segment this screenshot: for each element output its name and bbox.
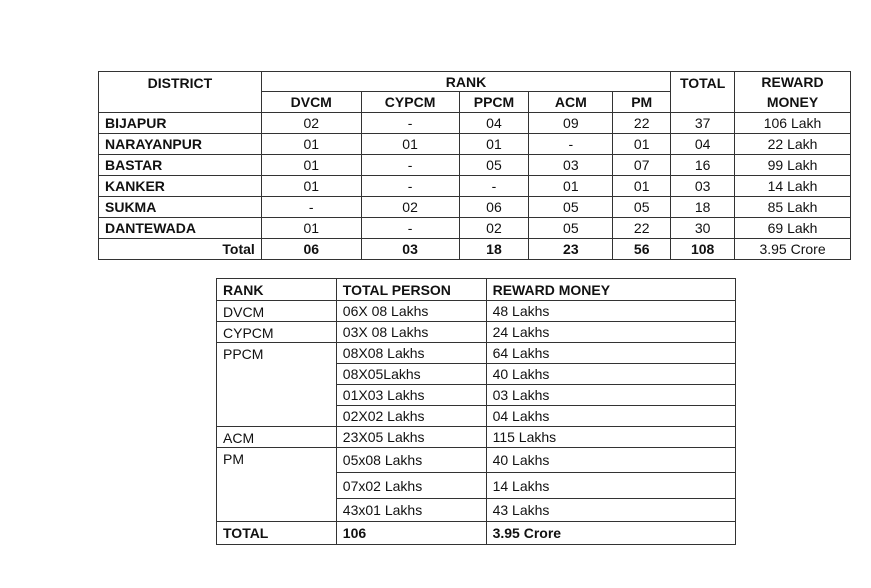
total-person-cell: 08X05Lakhs — [336, 364, 486, 385]
district-name: NARAYANPUR — [99, 134, 262, 155]
rank-header-cypcm: CYPCM — [361, 92, 459, 113]
count-pm: 22 — [613, 113, 671, 134]
count-acm: 05 — [529, 218, 613, 239]
rank-name: PM — [217, 448, 337, 522]
total-header: TOTAL — [671, 72, 735, 113]
count-ppcm: 06 — [459, 197, 529, 218]
count-cypcm: - — [361, 176, 459, 197]
district-reward: 14 Lakh — [735, 176, 851, 197]
rank-header-dvcm: DVCM — [261, 92, 361, 113]
count-cypcm: - — [361, 113, 459, 134]
rank-row — [217, 343, 736, 364]
district-row — [99, 155, 851, 176]
reward-money-cell: 03 Lakhs — [486, 385, 735, 406]
count-pm: 07 — [613, 155, 671, 176]
total-person-cell: 06X 08 Lakhs — [336, 301, 486, 322]
district-reward: 85 Lakh — [735, 197, 851, 218]
total-person-cell: 08X08 Lakhs — [336, 343, 486, 364]
rank-header-pm: PM — [613, 92, 671, 113]
district-total: 37 — [671, 113, 735, 134]
district-total: 30 — [671, 218, 735, 239]
rank-name: CYPCM — [217, 322, 337, 343]
rank-group-header: RANK — [261, 72, 670, 92]
count-dvcm: 01 — [261, 176, 361, 197]
rank-col-header: RANK — [217, 279, 337, 301]
count-acm: - — [529, 134, 613, 155]
count-pm: 01 — [613, 134, 671, 155]
district-row — [99, 218, 851, 239]
total-ppcm: 18 — [459, 239, 529, 260]
count-pm: 05 — [613, 197, 671, 218]
reward-money-header: REWARD MONEY — [735, 72, 851, 113]
reward-money-cell: 14 Lakhs — [486, 473, 735, 499]
district-reward: 99 Lakh — [735, 155, 851, 176]
count-dvcm: 01 — [261, 134, 361, 155]
rank-header-ppcm: PPCM — [459, 92, 529, 113]
count-pm: 01 — [613, 176, 671, 197]
rank-name: PPCM — [217, 343, 337, 427]
total-dvcm: 06 — [261, 239, 361, 260]
rank-row — [217, 322, 736, 343]
district-total: 16 — [671, 155, 735, 176]
count-cypcm: - — [361, 218, 459, 239]
district-name: BASTAR — [99, 155, 262, 176]
district-reward: 106 Lakh — [735, 113, 851, 134]
total-cypcm: 03 — [361, 239, 459, 260]
count-ppcm: 04 — [459, 113, 529, 134]
district-name: DANTEWADA — [99, 218, 262, 239]
total-acm: 23 — [529, 239, 613, 260]
district-total: 04 — [671, 134, 735, 155]
district-row — [99, 134, 851, 155]
count-acm: 01 — [529, 176, 613, 197]
count-dvcm: 02 — [261, 113, 361, 134]
rank-reward-table — [216, 278, 736, 545]
count-ppcm: 01 — [459, 134, 529, 155]
district-name: BIJAPUR — [99, 113, 262, 134]
total-person-cell: 05x08 Lakhs — [336, 448, 486, 473]
count-ppcm: 05 — [459, 155, 529, 176]
district-header: DISTRICT — [99, 72, 262, 113]
count-ppcm: 02 — [459, 218, 529, 239]
rank-total-label: TOTAL — [217, 522, 337, 545]
reward-money-col-header: REWARD MONEY — [486, 279, 735, 301]
reward-money-cell: 43 Lakhs — [486, 499, 735, 522]
grand-total: 108 — [671, 239, 735, 260]
total-person-header: TOTAL PERSON — [336, 279, 486, 301]
reward-money-cell: 115 Lakhs — [486, 427, 735, 448]
total-person-cell: 43x01 Lakhs — [336, 499, 486, 522]
count-dvcm: 01 — [261, 155, 361, 176]
district-row — [99, 113, 851, 134]
rank-name: DVCM — [217, 301, 337, 322]
rank-row — [217, 301, 736, 322]
count-acm: 03 — [529, 155, 613, 176]
count-dvcm: - — [261, 197, 361, 218]
rank-row — [217, 427, 736, 448]
reward-money-cell: 24 Lakhs — [486, 322, 735, 343]
total-person-cell: 23X05 Lakhs — [336, 427, 486, 448]
count-cypcm: 02 — [361, 197, 459, 218]
rank-row — [217, 448, 736, 473]
count-dvcm: 01 — [261, 218, 361, 239]
total-person-cell: 02X02 Lakhs — [336, 406, 486, 427]
total-pm: 56 — [613, 239, 671, 260]
count-cypcm: - — [361, 155, 459, 176]
total-label: Total — [99, 239, 262, 260]
count-acm: 05 — [529, 197, 613, 218]
total-person-cell: 07x02 Lakhs — [336, 473, 486, 499]
count-acm: 09 — [529, 113, 613, 134]
rank-name: ACM — [217, 427, 337, 448]
district-row — [99, 176, 851, 197]
reward-money-cell: 40 Lakhs — [486, 364, 735, 385]
district-reward: 22 Lakh — [735, 134, 851, 155]
count-cypcm: 01 — [361, 134, 459, 155]
district-name: SUKMA — [99, 197, 262, 218]
total-person-cell: 03X 08 Lakhs — [336, 322, 486, 343]
district-total-row — [99, 239, 851, 260]
reward-money-cell: 64 Lakhs — [486, 343, 735, 364]
district-rows — [99, 113, 851, 239]
district-total: 03 — [671, 176, 735, 197]
reward-money-cell: 04 Lakhs — [486, 406, 735, 427]
rank-rows — [217, 301, 736, 522]
rank-header-acm: ACM — [529, 92, 613, 113]
rank-total-reward: 3.95 Crore — [486, 522, 735, 545]
total-person-cell: 01X03 Lakhs — [336, 385, 486, 406]
reward-money-cell: 48 Lakhs — [486, 301, 735, 322]
district-total: 18 — [671, 197, 735, 218]
rank-total-row — [217, 522, 736, 545]
count-ppcm: - — [459, 176, 529, 197]
district-name: KANKER — [99, 176, 262, 197]
district-row — [99, 197, 851, 218]
grand-reward: 3.95 Crore — [735, 239, 851, 260]
reward-money-cell: 40 Lakhs — [486, 448, 735, 473]
district-reward: 69 Lakh — [735, 218, 851, 239]
rank-total-person: 106 — [336, 522, 486, 545]
district-reward-table — [98, 71, 851, 260]
count-pm: 22 — [613, 218, 671, 239]
